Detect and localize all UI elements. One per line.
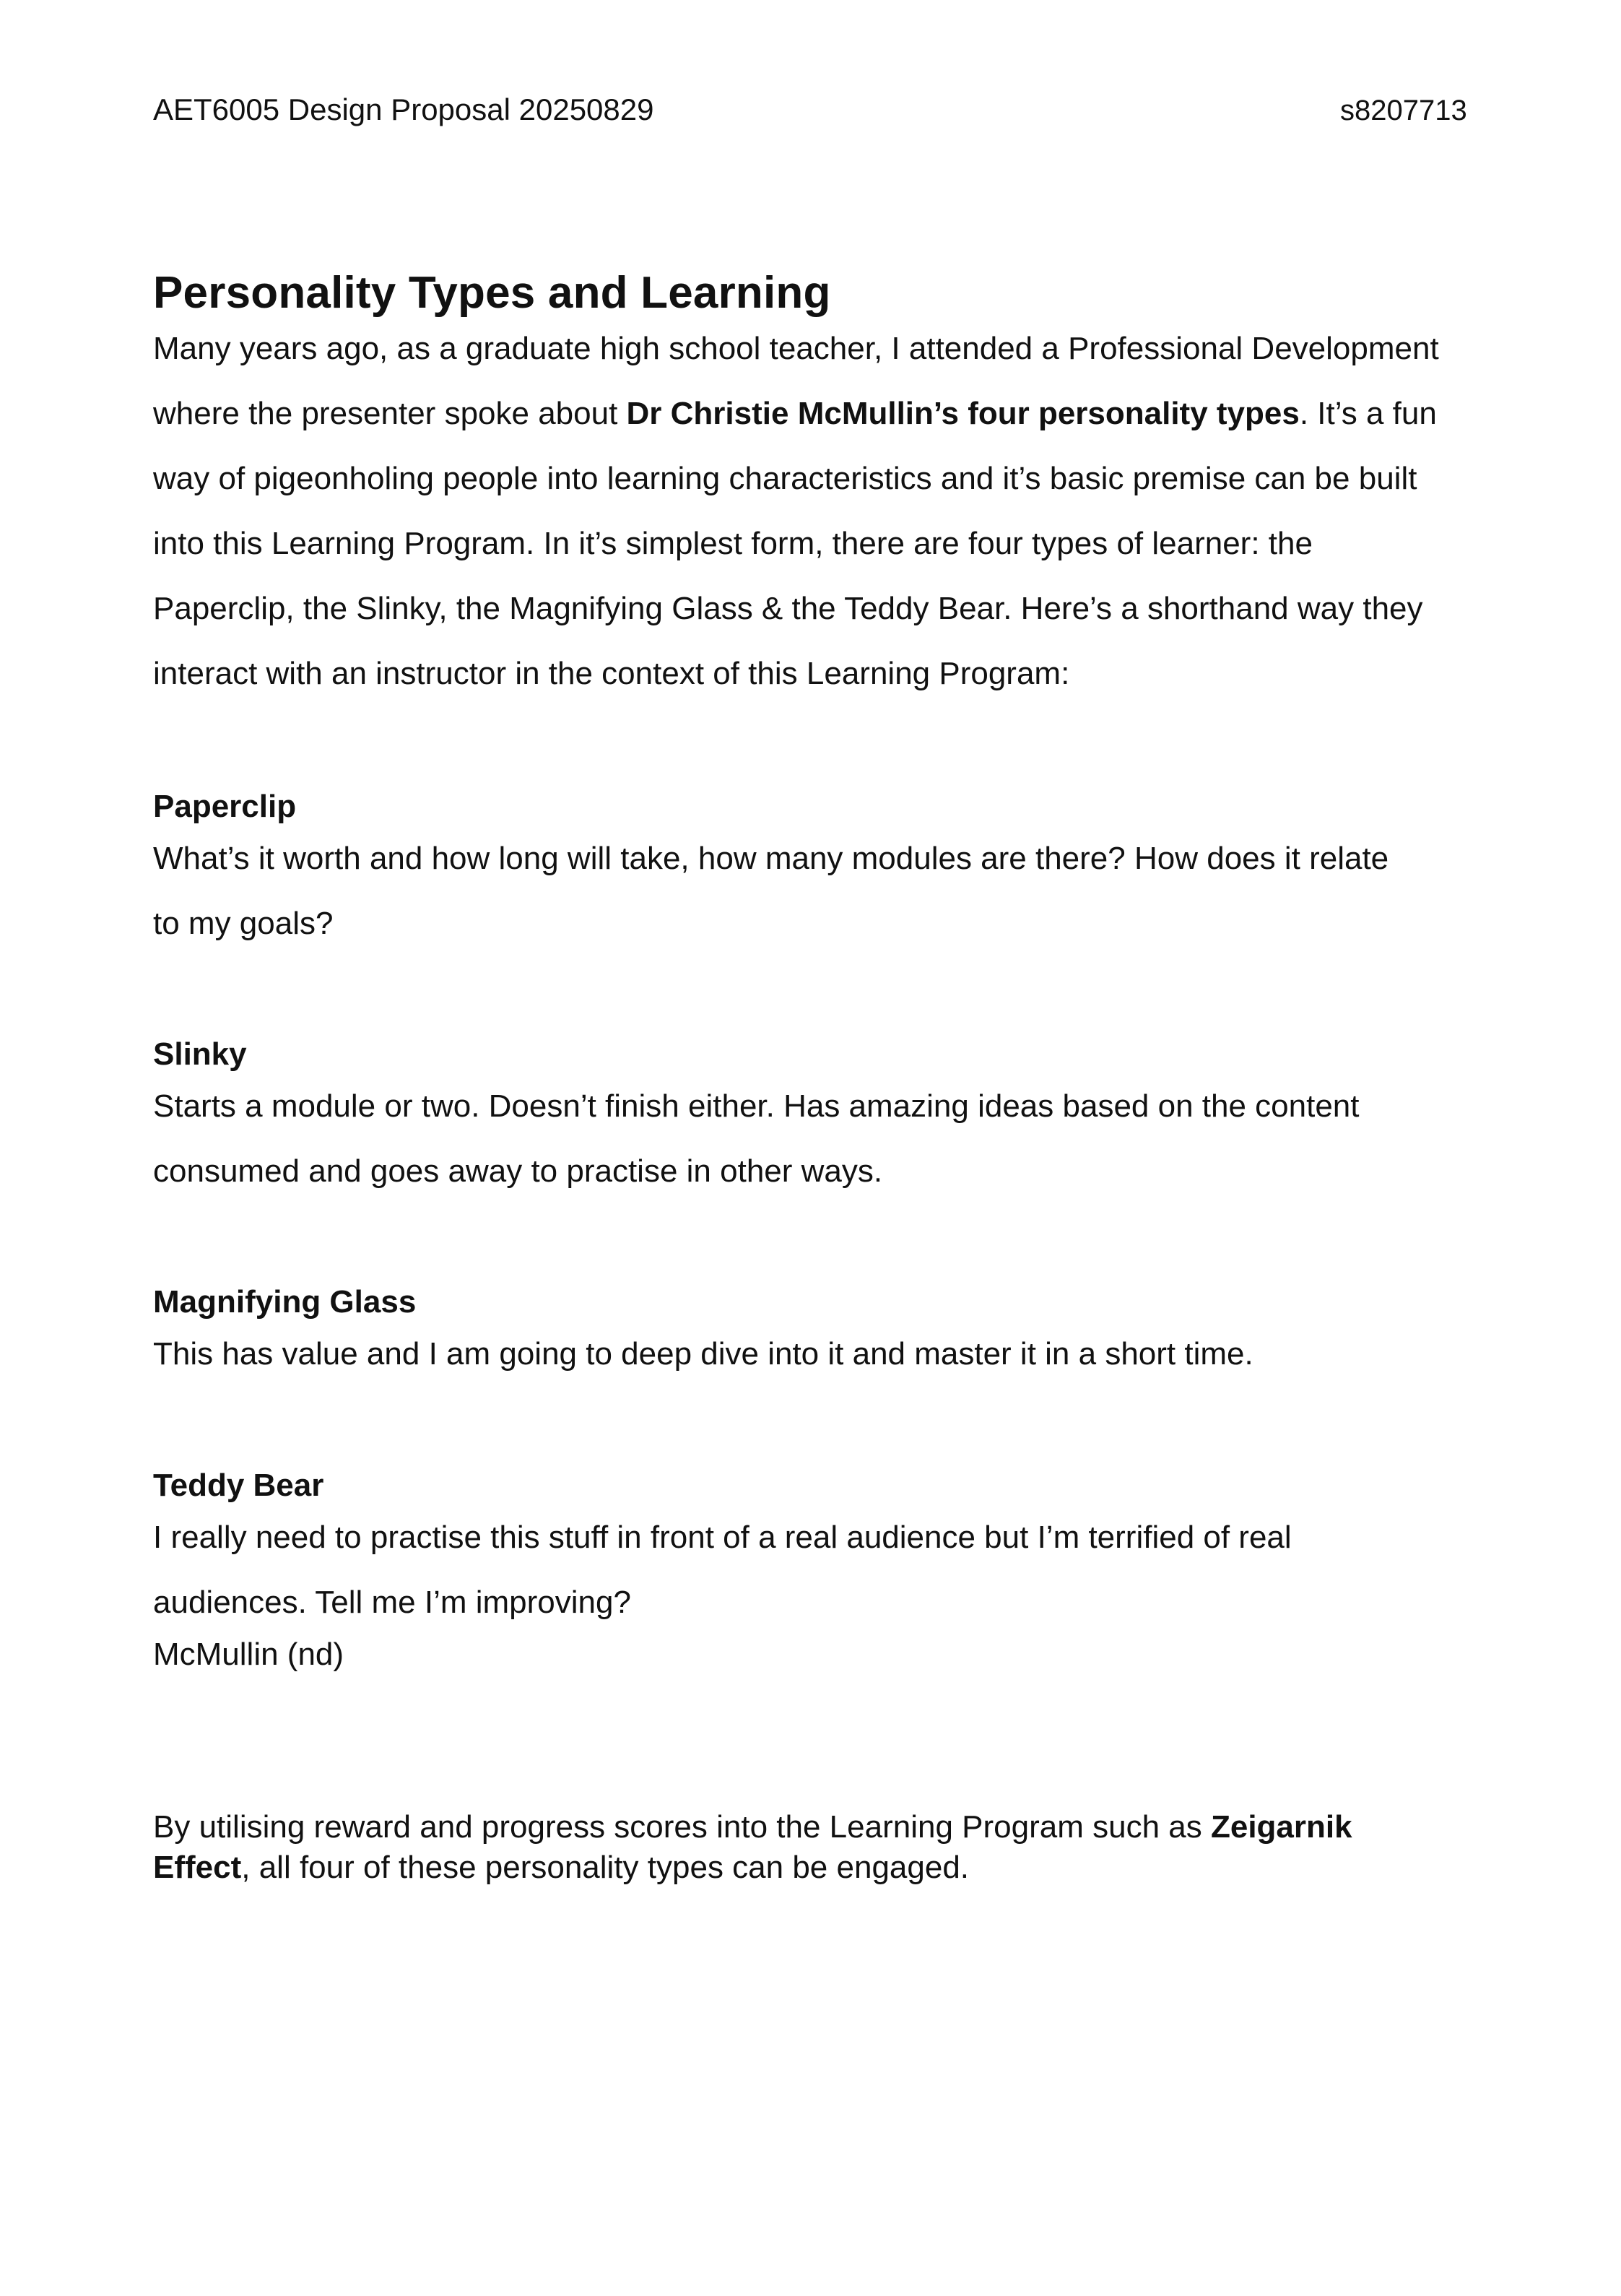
conclusion-line-2-text: , all four of these personality types can be engaged.: [241, 1850, 970, 1885]
conclusion-emphasis-effect: Effect: [153, 1850, 242, 1885]
paperclip-line-2: to my goals?: [153, 906, 334, 941]
intro-line-1: Many years ago, as a graduate high school teacher, I attended a Professional Development: [153, 331, 1439, 366]
teddy-bear-line-2: audiences. Tell me I’m improving?: [153, 1585, 631, 1620]
intro-emphasis-mcmullin: Dr Christie McMullin’s four personality types: [626, 396, 1300, 431]
section-heading: Personality Types and Learning: [153, 268, 831, 318]
intro-line-5: Paperclip, the Slinky, the Magnifying Glass & the Teddy Bear. Here’s a shorthand way they: [153, 591, 1423, 626]
header-student-id: s8207713: [1340, 95, 1467, 126]
conclusion-emphasis-zeigarnik: Zeigarnik: [1210, 1809, 1352, 1845]
intro-line-2-before: where the presenter spoke about: [153, 396, 627, 431]
citation: McMullin (nd): [153, 1637, 344, 1672]
header-title: AET6005 Design Proposal 20250829: [153, 92, 654, 126]
magnifying-glass-line-1: This has value and I am going to deep dive into it and master it in a short time.: [153, 1336, 1253, 1372]
intro-line-2-after: . It’s a fun: [1299, 396, 1437, 431]
type-heading-paperclip: Paperclip: [153, 789, 297, 824]
conclusion-line-2: [153, 1846, 969, 1889]
slinky-line-1: Starts a module or two. Doesn’t finish either. Has amazing ideas based on the content: [153, 1088, 1360, 1124]
conclusion-line-1-text: By utilising reward and progress scores into the Learning Program such as: [153, 1809, 1211, 1845]
teddy-bear-line-1: I really need to practise this stuff in front of a real audience but I’m terrified of real: [153, 1520, 1292, 1555]
type-heading-teddy-bear: Teddy Bear: [153, 1468, 324, 1503]
intro-line-2: [153, 392, 1437, 436]
slinky-line-2: consumed and goes away to practise in other ways.: [153, 1153, 883, 1189]
conclusion-line-1: [153, 1806, 1352, 1849]
type-heading-magnifying-glass: Magnifying Glass: [153, 1284, 417, 1320]
intro-line-3: way of pigeonholing people into learning characteristics and it’s basic premise can be built: [153, 461, 1417, 496]
paperclip-line-1: What’s it worth and how long will take, how many modules are there? How does it relate: [153, 841, 1389, 876]
type-heading-slinky: Slinky: [153, 1036, 247, 1072]
intro-line-4: into this Learning Program. In it’s simplest form, there are four types of learner: the: [153, 526, 1313, 561]
intro-line-6: interact with an instructor in the context of this Learning Program:: [153, 656, 1070, 691]
